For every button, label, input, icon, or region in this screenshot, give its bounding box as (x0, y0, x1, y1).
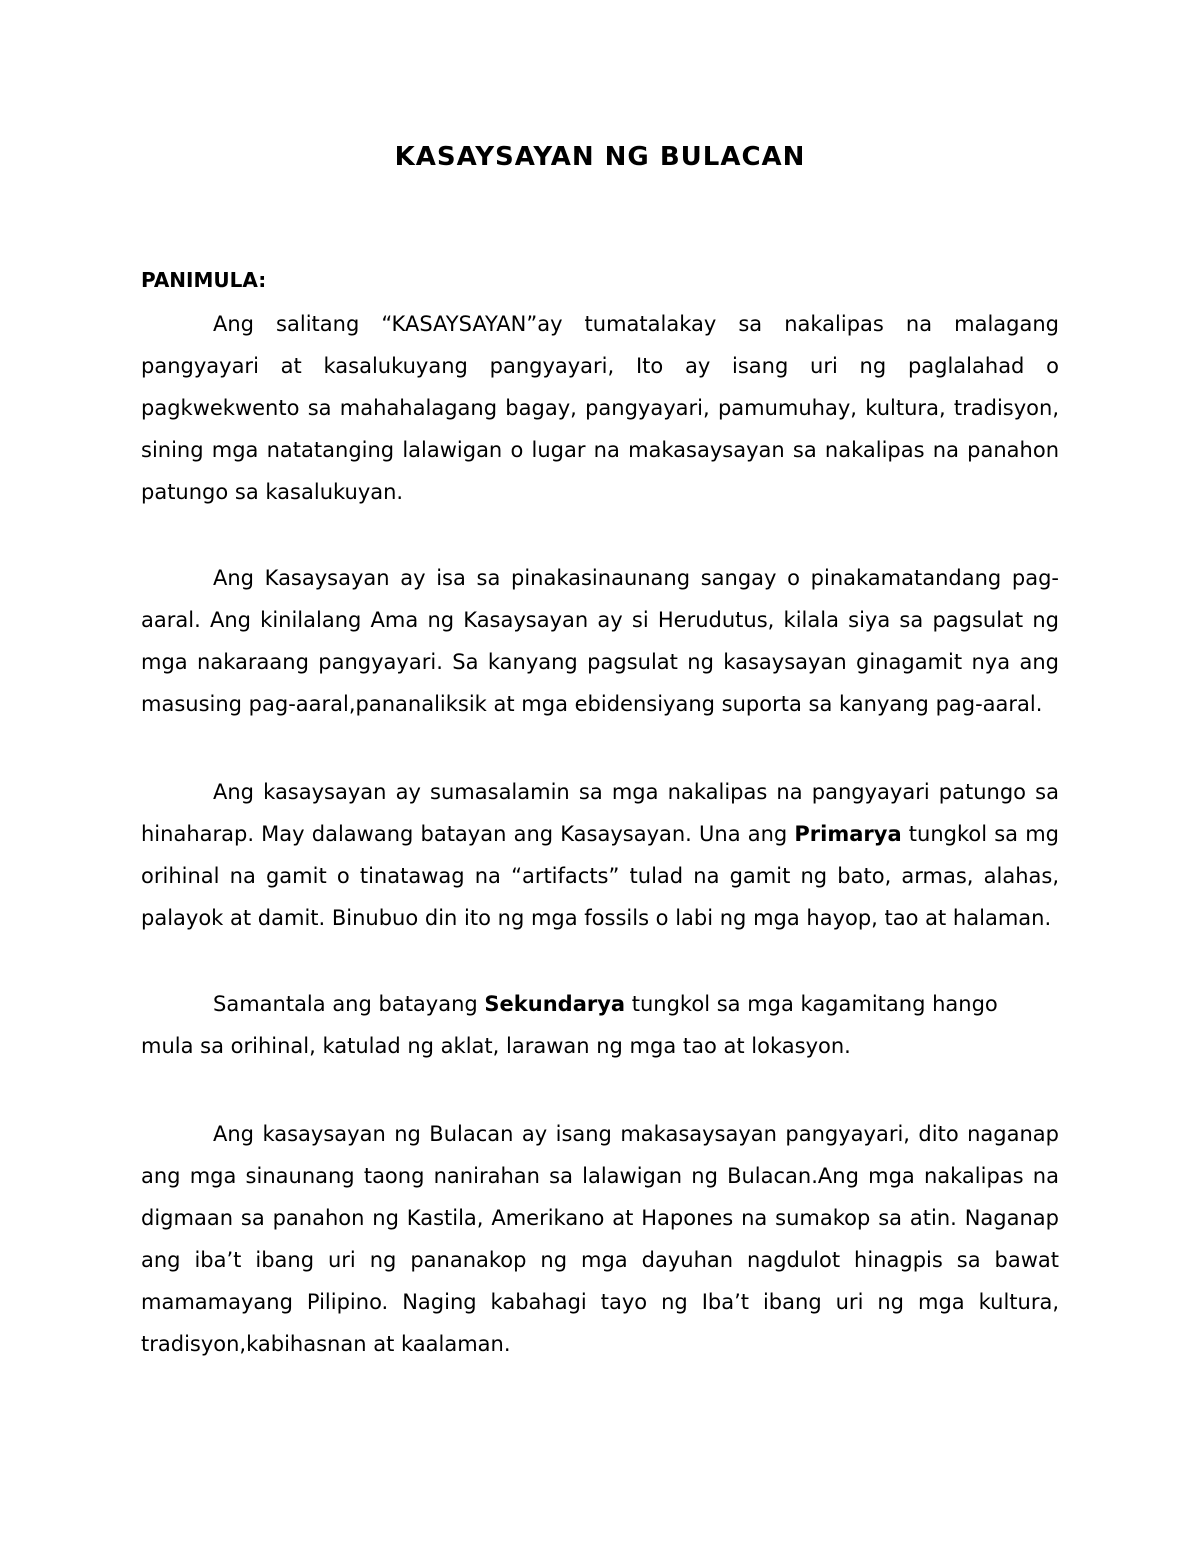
paragraph-text: tungkol sa mga kagamitang hango mula sa orihinal, katulad ng aklat, larawan ng mga tao at lokasyon. (141, 992, 998, 1058)
paragraph-text: Ang kasaysayan ay sumasalamin sa mga nakalipas na pangyayari patungo sa hinaharap. May dalawang batayan ang Kasaysayan. Una ang (141, 780, 1059, 846)
bold-term-primarya: Primarya (794, 822, 902, 846)
paragraph-text: tungkol sa mg orihinal na gamit o tinatawag na “artifacts” tulad na gamit ng bato, armas, alahas, palayok at damit. Binubuo din ito ng mga fossils o labi ng mga hayop, tao at halaman. (141, 822, 1059, 930)
paragraph-ama-ng-kasaysayan: Ang Kasaysayan ay isa sa pinakasinaunang sangay o pinakamatandang pag-aaral. Ang kinilalang Ama ng Kasaysayan ay si Herudutus, kilala siya sa pagsulat ng mga nakaraang pangyayari. Sa kanyang pagsulat ng kasaysayan ginagamit nya ang masusing pag-aaral,pananaliksik at mga ebidensiyang suporta sa kanyang pag-aaral. (141, 566, 1059, 716)
bold-term-sekundarya: Sekundarya (484, 992, 626, 1016)
paragraph-primarya (141, 771, 1059, 939)
paragraph-text: Samantala ang batayang (213, 992, 485, 1016)
paragraph-sekundarya (141, 983, 1051, 1067)
document-title: KASAYSAYAN NG BULACAN (394, 142, 806, 172)
paragraph-introduction: Ang salitang “KASAYSAYAN”ay tumatalakay sa nakalipas na malagang pangyayari at kasalukuyang pangyayari, Ito ay isang uri ng paglalahad o pagkwekwento sa mahahalagang bagay, pangyayari, pamumuhay, kultura, tradisyon, sining mga natatanging lalawigan o lugar na makasaysayan sa nakalipas na panahon patungo sa kasalukuyan. (141, 312, 1059, 504)
paragraph-bulacan: Ang kasaysayan ng Bulacan ay isang makasaysayan pangyayari, dito naganap ang mga sinaunang taong nanirahan sa lalawigan ng Bulacan.Ang mga nakalipas na digmaan sa panahon ng Kastila, Amerikano at Hapones na sumakop sa atin. Naganap ang iba’t ibang uri ng pananakop ng mga dayuhan nagdulot hinagpis sa bawat mamamayang Pilipino. Naging kabahagi tayo ng Iba’t ibang uri ng mga kultura, tradisyon,kabihasnan at kaalaman. (141, 1122, 1059, 1356)
section-heading: PANIMULA: (141, 268, 267, 292)
